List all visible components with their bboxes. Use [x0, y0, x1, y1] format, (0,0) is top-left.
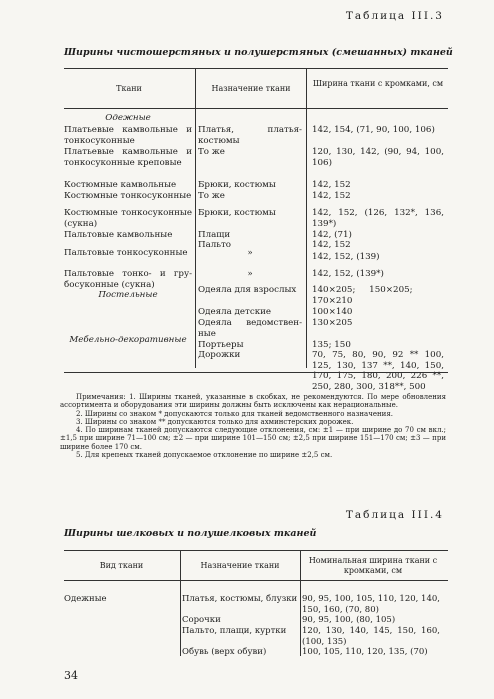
table-cell: Пальто, плащи, куртки: [182, 626, 287, 636]
table-cell: 90, 95, 100, 105, 110, 120, 140, 150, 160, (70, 80): [302, 594, 440, 615]
column-divider: [300, 550, 301, 656]
table-cell: 100×140: [312, 307, 353, 317]
table-cell: Платьевые камвольные и тонкосуконные креповые: [64, 147, 192, 168]
table-cell: Платья, платья-костюмы: [198, 125, 302, 146]
note: 4. По ширинам тканей допускаются следующие отклонения, см: ±1 — при ширине до 70 см вкл.; ±1,5 при ширине 71—100 см; ±2 — при ширине 101—150 см; ±2,5 при ширине 151—170 см; ±3 — при ширине более 170 см.: [60, 426, 446, 451]
table-cell: Одеяла для взрослых: [198, 285, 297, 295]
table-cell: Брюки, костюмы: [198, 208, 276, 218]
table-cell: Обувь (верх обуви): [182, 647, 267, 657]
table-header-rule: [64, 108, 448, 109]
table-cell: Плащи: [198, 230, 231, 240]
table-cell: 142, 152, (139): [312, 252, 380, 262]
table-cell: Одежные: [64, 594, 107, 604]
column-header: Назначение ткани: [200, 561, 280, 570]
table-cell: 70, 75, 80, 90, 92 ** 100, 125, 130, 137 **, 140, 150, 170, 175, 180, 200, 226 **, 250, 280, 300, 318**, 500: [312, 350, 444, 392]
table-cell: Сорочки: [182, 615, 221, 625]
table-cell: 142, 154, (71, 90, 100, 106): [312, 125, 435, 135]
column-divider: [195, 68, 196, 368]
table-title: Ширины шелковых и полушелковых тканей: [64, 528, 317, 539]
note: 2. Ширины со знаком * допускаются только для тканей ведомственного назначения.: [76, 409, 393, 418]
table-header-rule: [64, 580, 448, 581]
table-cell: Одежные: [105, 113, 151, 123]
table-cell: 90, 95, 100, (80, 105): [302, 615, 396, 625]
table-cell: Одеяла ведомственные: [198, 318, 302, 339]
table-cell: Брюки, костюмы: [198, 180, 276, 190]
table-cell: Платья, костюмы, блузки: [182, 594, 298, 604]
table-cell: Пальтовые камвольные: [64, 230, 173, 240]
column-header: Ширина ткани с кромками, см: [312, 79, 444, 88]
note: 5. Для крепеых тканей допускаемое отклонение по ширине ±2,5 см.: [76, 451, 333, 460]
table-cell: Пальтовые тонкосуконные: [64, 248, 188, 258]
table-cell: То же: [198, 147, 225, 157]
table-cell: 140×205; 150×205;: [312, 285, 413, 295]
table-cell: То же: [198, 191, 225, 201]
table-notes: [60, 393, 446, 459]
note: Примечания: 1. Ширины тканей, указанные в скобках, не рекомендуются. По мере обновления ассортимента и оборудования эти ширины должны быть исключены как нерациональные.: [60, 393, 446, 410]
table-cell: Портьеры: [198, 340, 244, 350]
table-cell: 120, 130, 140, 145, 150, 160, (100, 135): [302, 626, 440, 647]
table-top-rule: [64, 550, 448, 551]
table-cell: Пальто: [198, 240, 232, 250]
table-label: Таблица III.4: [345, 509, 444, 521]
column-divider: [306, 68, 307, 368]
column-header: Вид ткани: [99, 561, 144, 570]
table-cell: 120, 130, 142, (90, 94, 100, 106): [312, 147, 444, 168]
table-cell: 142, 152: [312, 180, 351, 190]
column-header: Назначение ткани: [211, 84, 291, 93]
table-cell: 170×210: [312, 296, 353, 306]
table-cell: Одеяла детские: [198, 307, 272, 317]
table-cell: Дорожки: [198, 350, 241, 360]
table-cell: Костюмные тонкосуконные: [64, 191, 192, 201]
table-cell: Пальтовые тонко- и грубосуконные (сукна): [64, 269, 192, 290]
table-label: Таблица III.3: [345, 10, 444, 22]
table-cell: »: [247, 248, 253, 258]
page-number: 34: [64, 669, 78, 682]
table-title: Ширины чистошерстяных и полушерстяных (смешанных) тканей: [64, 47, 453, 58]
table-cell: 142, 152, (139*): [312, 269, 384, 279]
table-cell: 100, 105, 110, 120, 135, (70): [302, 647, 428, 657]
table-top-rule: [64, 68, 448, 69]
table-cell: 135; 150: [312, 340, 351, 350]
table-cell: Мебельно-декоративные: [69, 335, 187, 345]
column-header: Ткани: [116, 84, 142, 93]
table-cell: Костюмные камвольные: [64, 180, 177, 190]
note: 3. Ширины со знаком ** допускаются только для ахминстерских дорожек.: [76, 417, 354, 426]
column-header: Номинальная ширина ткани с кромками, см: [308, 556, 438, 575]
table-cell: 130×205: [312, 318, 353, 328]
table-cell: 142, 152, (126, 132*, 136, 139*): [312, 208, 444, 229]
table-cell: 142, 152: [312, 191, 351, 201]
table-bottom-rule: [64, 372, 448, 373]
table-cell: 142, 152: [312, 240, 351, 250]
table-cell: Постельные: [98, 290, 158, 300]
table-cell: Платьевые камвольные и тонкосуконные: [64, 125, 192, 146]
table-cell: 142, (71): [312, 230, 352, 240]
table-cell: Костюмные тонкосуконные (сукна): [64, 208, 192, 229]
table-cell: »: [247, 269, 253, 279]
